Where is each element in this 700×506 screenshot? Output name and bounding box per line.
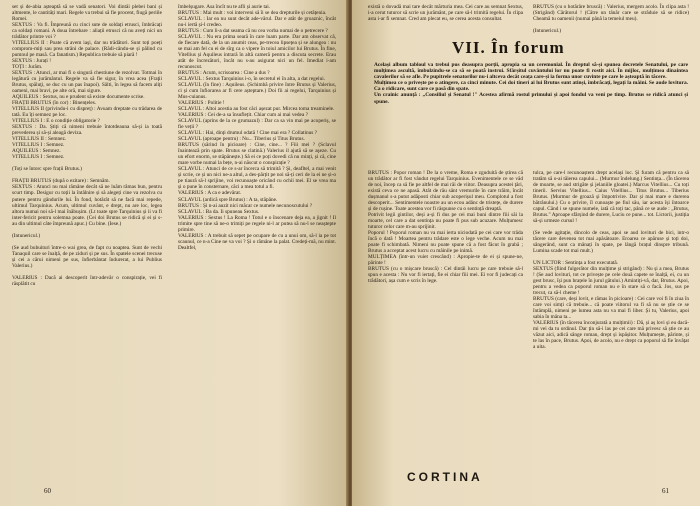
right-page-column-2-top: BRUTUS (cu o hotărâre bruscă) : Valerius, mergem acolo. În clipa asta ! (Strigând) Cărătorul ! (Către un tânăr care se străduie să se ridice) Cheamă tu oamenii (numai până la temeiul meu). (Intunericul.) [533, 4, 689, 35]
page-number-left: 60 [44, 487, 51, 495]
right-page-column-1-body: BRUTUS : Popor roman ! De la o vreme, Roma e zguduită de știrea că un trădător ar fi fost vândut regelui Tarquinius. Evenimentele ce se văd de noi, încep ca să fie pe altfel de mai răi de viitor. Deasupra acestei țări, există ceva ce ne apasă. Atât de rău sânt vremurile în care trăim, încât dușmanul s-a putut adăposti chiar sub acoperișul meu. Complotul a fost descoperit... Sentimentele noastre au un ecou adânc de tristețe, de durere și de rușine. Toate acestea vor fi răspunse cu o sentință dreaptă. Potrivit legii gintilor, deși a-și fi dus pe cei mai buni dintre fiii săi la moarte, cel care a dat sentința nu poate fi pus sub acuzare. Mulțumesc tuturor celor care m-au sprijinit. Poporul ! Poporul roman nu va mai ierta niciodată pe cei care vor trăda încă o dată ! Moartea pentru trădare este o lege veche. Acum nu mai poate fi schimbată. Nimeni nu poate spune că a fost făcut în grabă ; Brutus a acceptat acest lucru cu mâinile pe inimă. MULȚIMEA (într-un vuiet crescând) : Apropie-te de ei și spune-ne, părinte ! BRUTUS (cu o mișcare bruscă) : Cel dintâi lucru pe care trebuie să-l spun e acesta : Nu vor fi iertați, fie ei chiar fiii mei. Ei vor fi judecați ca trădători, așa cum e scris în lege. [368, 170, 523, 285]
cortina-heading: CORTINA [407, 470, 483, 484]
page-number-right: 61 [662, 487, 669, 495]
right-page-column-2-body: tulca, pe care-l recunoaștem drept același loc. Și furam că pentru ca să tratăm să o-ai tăierea capului... (Murmur îndelung.) Sentința... (În tăcerea de moarte, se aud strigăte și jelaniile gloatei.) Marcus Vitellius... Cu toți tinerii. Servius Vitellius... Caius Vitellius... Titus Brutus... Tiberius Brutus. (Murmur de groază și împotrivire. Dar și mai mare e durerea bătrânului.) Cu o privire, îl cunoaște pe fiul său, iar acesta își întoarce capul. Când i se spune numele, iată că toți tac, până ce se aude : „Brutus, Brutus." Aproape sfârșind de durere, Luciu ce pune... tot. Lictorii, justiția să-și urmeze cursul ! (Se vede agitație, dincolo de ceas, apoi se aud lovituri de bici, intr-o tăcere care devenea tot mai apăsătoare. Eroarea ce apăruse și toți doi, sângerând, sunt ca mânați în spate, pe lângă brațul dinspre tribună. Lumina scade tot mai mult.) UN LICTOR : Sentința a fost executată. SEXTUS (fiind fulgerător din mulțime și strigând) : Nu și a mea, Brutus ! (Se aud lovituri, tot ce privește pe cele două capete se înalță, ei, cu un gest brusc, își pun brațele în jurul gâtului.) Amintiți-vă, dar, Brutus. Apoi, pentru a vedea ca poporul roman nu e în stare să o facă. Jos, sus pe trecut, ca să-l cheme ! BRUTUS (care, deși lovit, e rămas în picioare) : Cei care voi fi în ziua în care voi simți că trebuie... că poate viitorul va fi să nu se știe ce se întâmplă, nimeni pe lumea asta nu va mai fi liber. Și tu, Valerius, apoi sabia în mâna ta... VALERIUS (în tăcerea înconjurată a mulțimii) : Dă, și aș lovi și eu dacă-mi vei da tu ordinul. Dar țin să-i las pe cei care mă privesc să știe ce au văzut aici, adică sânge roman, drept și ispășitor. Mulțumește, părinte, și te las în pace, Brutus. Apoi, de acolo, nu e drept ca poporul să fie învățat a uita. [533, 170, 689, 351]
left-page-column-2: îmbelșugare. Asa încît nu te afli și aurie tai. BRUTUS : Mai mult : voi interveni să îi se dea drepturile și cetățenia. SCLAVUL : Iar ea nu sunt decât ade-vărul. Dar e atât de groaznic, încât nu-i iertă și-l credeo. BRUTUS : Cum li-a dat seama că nu cea vorba numai de o petrecere ? SCLAVUL : Nu era prima seară în care luam parte. Dar am observat că, de fiecare dată, de la un anumit ceas, pe-trecea lipsețea și se alungea : nu se mai am fel cu ei de sîrg ca o vipere în toiul amicilor lui Brutus. În fine, Vitellius și Aquileus intrară în altă cameră pentru a discuta secrete. Erau atât de încrezători, încât nu s-au asigurat nici un fel. Imediat i-am recunoscut. BRUTUS : Acum, scrisoarea : Cine a dus ? SCLAVUL : Sextus Tarquinius i-o, în secretul ei în alta, a dat regelui. SCLAVUL (în fine) : Aquileus. (Schimbă privire între Brutus și Valerius, ci și cum înfiorarea ar fi cere așteptare.) Doi fii ai regelui, Tarquinius și Mus-cuianus. VALERIUS : Politie ! SCLAVUL : Altoi acestia au fost căci așezat pur. Mircea toma treaminele. VALERIUS : Cei de-a sa însuflețit. Chiar cum ai mai vedea ? SCLAVUL (aprins de la ce grumazul) : Dar ca sa vin mai pe acoperiș, se fie veții ? SCLAVUL : Hai, dinți drumul odată ! Cine mai era ? Collatinus ? SCLAVUL (aproape pentru) : Nu... Tiberius și Titus Brutus. BRUTUS (sărind în picioare) : Cine, cine... ? Fiii mei ? (Sclavul înaintează prin spate. Brutus se clatină.) Valerius il ajută să se aşeze. Cu un efort enorm, se stăpânește.) Să ei ce poți dovedi că nu minți, și că, cine mare vorbe numai la bețe, n-ai născut o conspirație ? SCLAVUL : Atunci de ce s-ar încerca să trimită ? Și, deafltel, a mai venit și scrie, ce și un nici ne-a altul, a des-părțit pe noi să-ți ceri de la ei ne și-o pe tiaură să-l sprijine, voi recunoaște oricând cu ochii mei. El se vrea ma și o pune în consternare, căci a mea totul a fi. VALERIUS : A ca e adevărat. SCLAVUL (ardică spre Brutus) : A ta, stăpâne. BRUTUS : Și n-ai auzit nici măcar ce numele necunoscutului ? SCLAVUL : Ba da. Ii spuneau Sextus. VALERIUS : Sextus ! La Roma ! Totul e o înscenare deja ea, a jignit ! Il trimite spre tine să ne-o trimiți pe regele ni-l ar putea să nu-l se neaștepte primire. VALERIUS : A trebuit să sepet pe ocupare de cu a unui om, să-l ia pe tot scaunul, ce n-a Cine ne va voi ? Și o rămâne la palat. Credeți-mă, nu mint. Dealtfel, [178, 4, 336, 251]
left-page-column-1: set și de-abia așteaptă să se vadă senatori. Voi dintâi plebei bani și altmente, le cantități mari. Regele va trebui să fie procent, fiugă periile Romei. SEXTUS : Va fi. Împreună cu cinci sute de soldați etrusci, îmbrăcați ca soldați romani. A doua întrebare : aliații etrusci că nu aveți nici un trădător printre voi ? VITELLIUS II : Poate că avem iaşi, dar nu trădători. Sunt toți poeți comprom-miți sau prea strâni de palace. (Rădi-cându-se și pălind cu pumnul pe masă. Ca fanatism.) Republica trebuie să piară ! SEXTUS : Jurați ! TOȚI : Jurăm. SEXTUS : Atunci, ar mai fi o singură chestiune de rezolvat. Totmai în legătură cu jurământul. Regele va să fie sigur, în vrea acea (Fraţii Brutus, spăluţi, se duc cu un pas înapoi). Sâlti, în legea să facem aliți oameni, mai bravi, pe alte oră, mai sigure. AQUILEUS : Sextus, nu e prudent să existe documente scrise. FRAȚII BRUTUS (în cor) : Binențeles. VITELLIUS II (privindu-i cu dispreț) : Avuam dreptate cu trădarea de tată. Eu îți semnez pe loc. VITELLIUS I : E o condiție obligatorie ? SEXTUS : Da. Știți că nimeni trebuie întotdeauna să-și ia toată prevederea și să-și aleagă deviza. VITELLIUS II : Semnez. VITELLIUS I : Semnez. AQUILEUS : Semnez. VITELLIUS I : Semnez. (Toți se întorc spre frații Brutus.) FRAȚII BRUTUS (după o ezitare) : Semnăm. SEXTUS : Atunci nu mai rămâne decât să ne luăm rămas bun, pentru scurt timp. Desigur cu toții la întâlnire și să alegeți cine va rezolva cu putere pentru gândurile lui. În fond, hotărât să ne facă mai repede, ultimul Tarquinius. Acum, ultimul cuvânt, e drept, nu are loc, legea altora numai noi să-l mai înăbușim. (Lt toate spre Tarquinius și ii va fi inter-fericit pentru solemna poate. (Cei doi Brutus se ridică și ei și s-au din ultimul câte împreună apuc.) Cu bine. (Iese.) (Intunericul.) (Se aud bubuituri între-o wai grea, de fapt cu noaptea. Sunt de vechi Tanaquil care se înalță, de pe ziduri și pe sus. În spatele scenei trecuse și cei a cărui nimeni pe sus, înfierbântat îndurerat, a lui Publius Valerius.) VALERIUS : Dacă ai descoperit într-adevăr o conspirație, vei fi răsplătit cu [12, 4, 162, 287]
right-page-column-1-top: există o dovadă mai tare decât mărturia mea. Cei care au semnat Sextus, i-a cerut tuturor să scrie un jurământ, pe care să-l trimită regelui. În clipa asta i-ar fi semnat. Cred am plecat eu, se cerea acesta consultat. [368, 4, 525, 23]
left-page [0, 0, 348, 506]
chapter-title: VII. În forum [452, 38, 565, 57]
scene-intro: Același album tabloul va trebui pus deasupra porții, apropia sa un ceremonial. În dreptul să-și spunea decretele Senatului, pe care mulțimea ascultă, îmbulzindu-se ca să se poată instrui. Sfârșitul cuvântului lor nu poate fi rostit aici. În mijloc, mulțimea dinaintea cavalerilor să se afle. Pe pupitrele senatorilor nu-i altceva decât ceața care-și ia forma unor cuvinte pe care le așteaptă în tăcere. Mulțimea ce o privește pe o atingere, ca cinci minute. Cei doi tineri ai lui Brutus sunt atinși, îmbrăcați, legați la mâini. Se aude lovitura. Ca o ridicare, sunt care ce pasă din spate. Un crainic anunță : „Consiliul și Senatul !" Acestea afirmă rostul primului și apoi fondul va veni pe timp. Brutus se ridică atunci și spune. [374, 62, 688, 105]
right-page [352, 0, 700, 506]
